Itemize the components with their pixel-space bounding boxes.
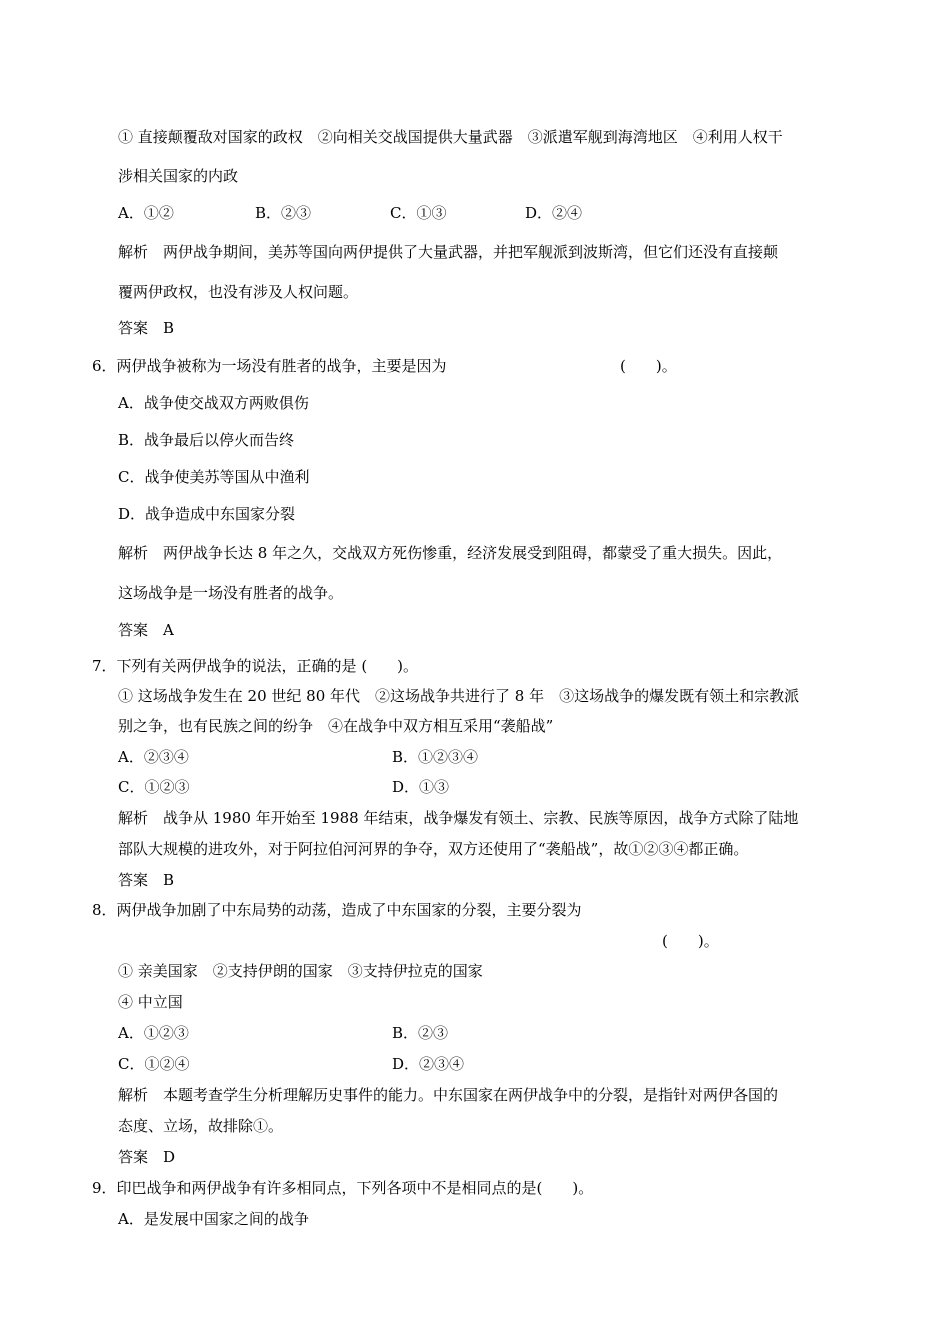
q5-option-c: C．①③ (390, 204, 447, 222)
q6-analysis-line2: 这场战争是一场没有胜者的战争。 (118, 584, 344, 602)
q7-statements-line1: ① 这场战争发生在 20 世纪 80 年代 ②这场战争共进行了 8 年 ③这场战争的爆发既有领土和宗教派 (118, 687, 800, 705)
q7-stem: 7．下列有关两伊战争的说法，正确的是 ( )。 (92, 657, 419, 675)
q8-option-c: C．①②④ (118, 1055, 190, 1073)
q7-option-d: D．①③ (392, 778, 450, 796)
q6-analysis-line1: 解析 两伊战争长达 8 年之久，交战双方死伤惨重，经济发展受到阻碍，都蒙受了重大损失。因此， (118, 544, 783, 562)
q7-analysis-line1: 解析 战争从 1980 年开始至 1988 年结束，战争爆发有领土、宗教、民族等原因，战争方式除了陆地 (118, 809, 799, 827)
q8-answer: 答案 D (118, 1148, 176, 1166)
q6-option-a: A．战争使交战双方两败俱伤 (118, 394, 309, 412)
q7-option-b: B．①②③④ (392, 748, 479, 766)
q8-option-a: A．①②③ (118, 1024, 189, 1042)
q8-stem: 8．两伊战争加剧了中东局势的动荡，造成了中东国家的分裂，主要分裂为 (92, 901, 582, 919)
q5-analysis-line2: 覆两伊政权，也没有涉及人权问题。 (118, 283, 359, 301)
q5-statements-line2: 涉相关国家的内政 (118, 167, 239, 185)
q8-option-d: D．②③④ (392, 1055, 465, 1073)
q6-stem: 6．两伊战争被称为一场没有胜者的战争，主要是因为 (92, 357, 447, 375)
q5-option-a: A．①② (118, 204, 174, 222)
q7-option-a: A．②③④ (118, 748, 189, 766)
q9-option-a: A．是发展中国家之间的战争 (118, 1210, 309, 1228)
q6-answer-blank: ( )。 (620, 357, 677, 375)
q8-statements-line1: ① 亲美国家 ②支持伊朗的国家 ③支持伊拉克的国家 (118, 962, 483, 980)
q5-option-b: B．②③ (255, 204, 312, 222)
q6-option-d: D．战争造成中东国家分裂 (118, 505, 296, 523)
q6-answer: 答案 A (118, 621, 174, 639)
q5-option-d: D．②④ (525, 204, 583, 222)
q6-option-c: C．战争使美苏等国从中渔利 (118, 468, 310, 486)
q9-stem: 9．印巴战争和两伊战争有许多相同点，下列各项中不是相同点的是( )。 (92, 1179, 594, 1197)
q7-statements-line2: 别之争，也有民族之间的纷争 ④在战争中双方相互采用“袭船战” (118, 717, 554, 735)
q5-statements-line1: ① 直接颠覆敌对国家的政权 ②向相关交战国提供大量武器 ③派遣军舰到海湾地区 ④利用人权干 (118, 128, 783, 146)
q8-answer-blank: ( )。 (662, 932, 719, 950)
q7-answer: 答案 B (118, 871, 175, 889)
q8-analysis-line2: 态度、立场，故排除①。 (118, 1117, 284, 1135)
q5-analysis-line1: 解析 两伊战争期间，美苏等国向两伊提供了大量武器，并把军舰派到波斯湾，但它们还没有直接颠 (118, 243, 779, 261)
q8-option-b: B．②③ (392, 1024, 449, 1042)
q7-option-c: C．①②③ (118, 778, 190, 796)
q7-analysis-line2: 部队大规模的进攻外，对于阿拉伯河河界的争夺，双方还使用了“袭船战”，故①②③④都正确。 (118, 840, 749, 858)
q5-answer: 答案 B (118, 319, 175, 337)
q8-statements-line2: ④ 中立国 (118, 993, 183, 1011)
q6-option-b: B．战争最后以停火而告终 (118, 431, 295, 449)
q8-analysis-line1: 解析 本题考查学生分析理解历史事件的能力。中东国家在两伊战争中的分裂，是指针对两伊各国的 (118, 1086, 779, 1104)
